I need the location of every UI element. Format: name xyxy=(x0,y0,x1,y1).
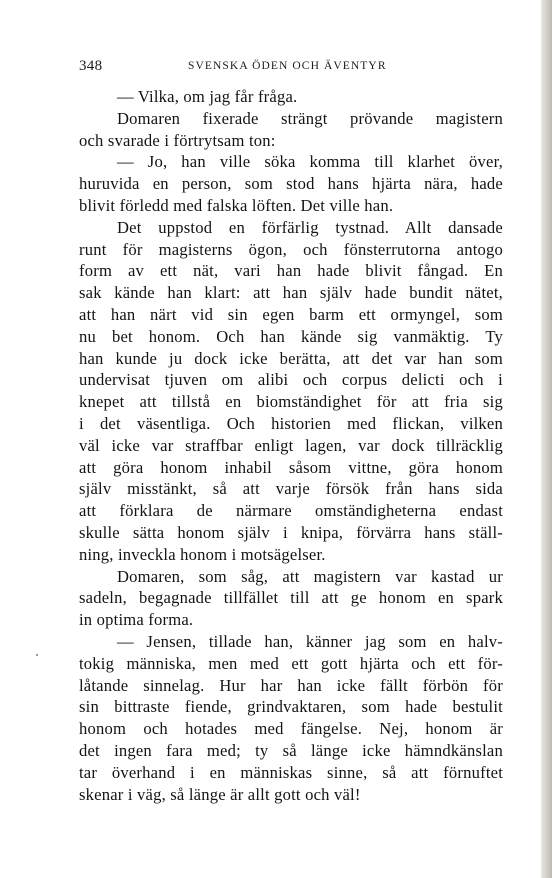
text-line: väl icke var straffbar enligt lagen, var dock tillräcklig xyxy=(79,435,503,455)
text-line: blivit förledd med falska löften. Det ville han. xyxy=(79,195,394,215)
text-line: form av ett nät, vari han hade blivit fångad. En xyxy=(79,261,503,281)
text-line: han kunde ju dock icke berätta, att det var han som xyxy=(79,348,503,368)
text-line: det ingen fara med; ty så länge icke hämndkänslan xyxy=(79,740,503,760)
text-line: runt för magisterns ögon, och fönsterrutorna antogo xyxy=(79,239,503,259)
text-line: sak kände han klart: att han själv hade bundit nätet, xyxy=(79,283,503,303)
text-line: undervisat tjuven om alibi och corpus delicti och i xyxy=(79,370,503,390)
text-line: Domaren, som såg, att magistern var kastad ur xyxy=(117,566,503,586)
text-line: honom och hotades med fängelse. Nej, honom är xyxy=(79,719,503,739)
text-line: skulle sätta honom själv i knipa, förvärra hans ställ- xyxy=(79,522,503,542)
page-edge-shadow xyxy=(541,0,552,878)
text-line: Domaren fixerade strängt prövande magistern xyxy=(117,108,503,128)
text-line: i det väsentliga. Och historien med flickan, vilken xyxy=(79,413,503,433)
text-line: sin bittraste fiende, grindvaktaren, som hade bestulit xyxy=(79,697,503,717)
page-number: 348 xyxy=(79,58,103,74)
text-line: huruvida en person, som stod hans hjärta nära, hade xyxy=(79,174,503,194)
text-line: — Vilka, om jag får fråga. xyxy=(117,87,298,106)
running-title: SVENSKA ÖDEN OCH ÄVENTYR xyxy=(188,60,387,72)
text-line: sadeln, begagnade tillfället till att ge honom en spark xyxy=(79,588,503,608)
text-line: nu bet honom. Och han kände sig vanmäktig. Ty xyxy=(79,326,503,346)
text-line: och svarade i förtrytsam ton: xyxy=(79,130,276,150)
text-line: skenar i väg, så länge är allt gott och väl! xyxy=(79,784,361,804)
text-line: att göra honom inhabil såsom vittne, göra honom xyxy=(79,457,503,477)
text-line: — Jensen, tillade han, känner jag som en halv- xyxy=(117,631,503,651)
text-line: tokig människa, men med ett gott hjärta och ett för- xyxy=(79,653,503,673)
page-header xyxy=(0,58,541,78)
text-line: själv misstänkt, så att varje försök från hans sida xyxy=(79,479,503,499)
text-line: Det uppstod en förfärlig tystnad. Allt dansade xyxy=(117,217,503,237)
text-line: in optima forma. xyxy=(79,610,194,630)
scan-speck xyxy=(36,654,38,656)
text-line: knepet att tillstå en biomständighet för att fria sig xyxy=(79,392,503,412)
body-text xyxy=(79,86,503,805)
text-line: låtande sinnelag. Hur har han icke fällt förbön för xyxy=(79,675,503,695)
text-line: ning, inveckla honom i motsägelser. xyxy=(79,544,326,564)
text-line: tar överhand i en människas sinne, så att förnuftet xyxy=(79,762,503,782)
text-line: — Jo, han ville söka komma till klarhet över, xyxy=(117,152,503,172)
text-line: att förklara de närmare omständigheterna endast xyxy=(79,501,503,521)
text-line: att han närt vid sin egen barm ett ormyngel, som xyxy=(79,304,503,324)
